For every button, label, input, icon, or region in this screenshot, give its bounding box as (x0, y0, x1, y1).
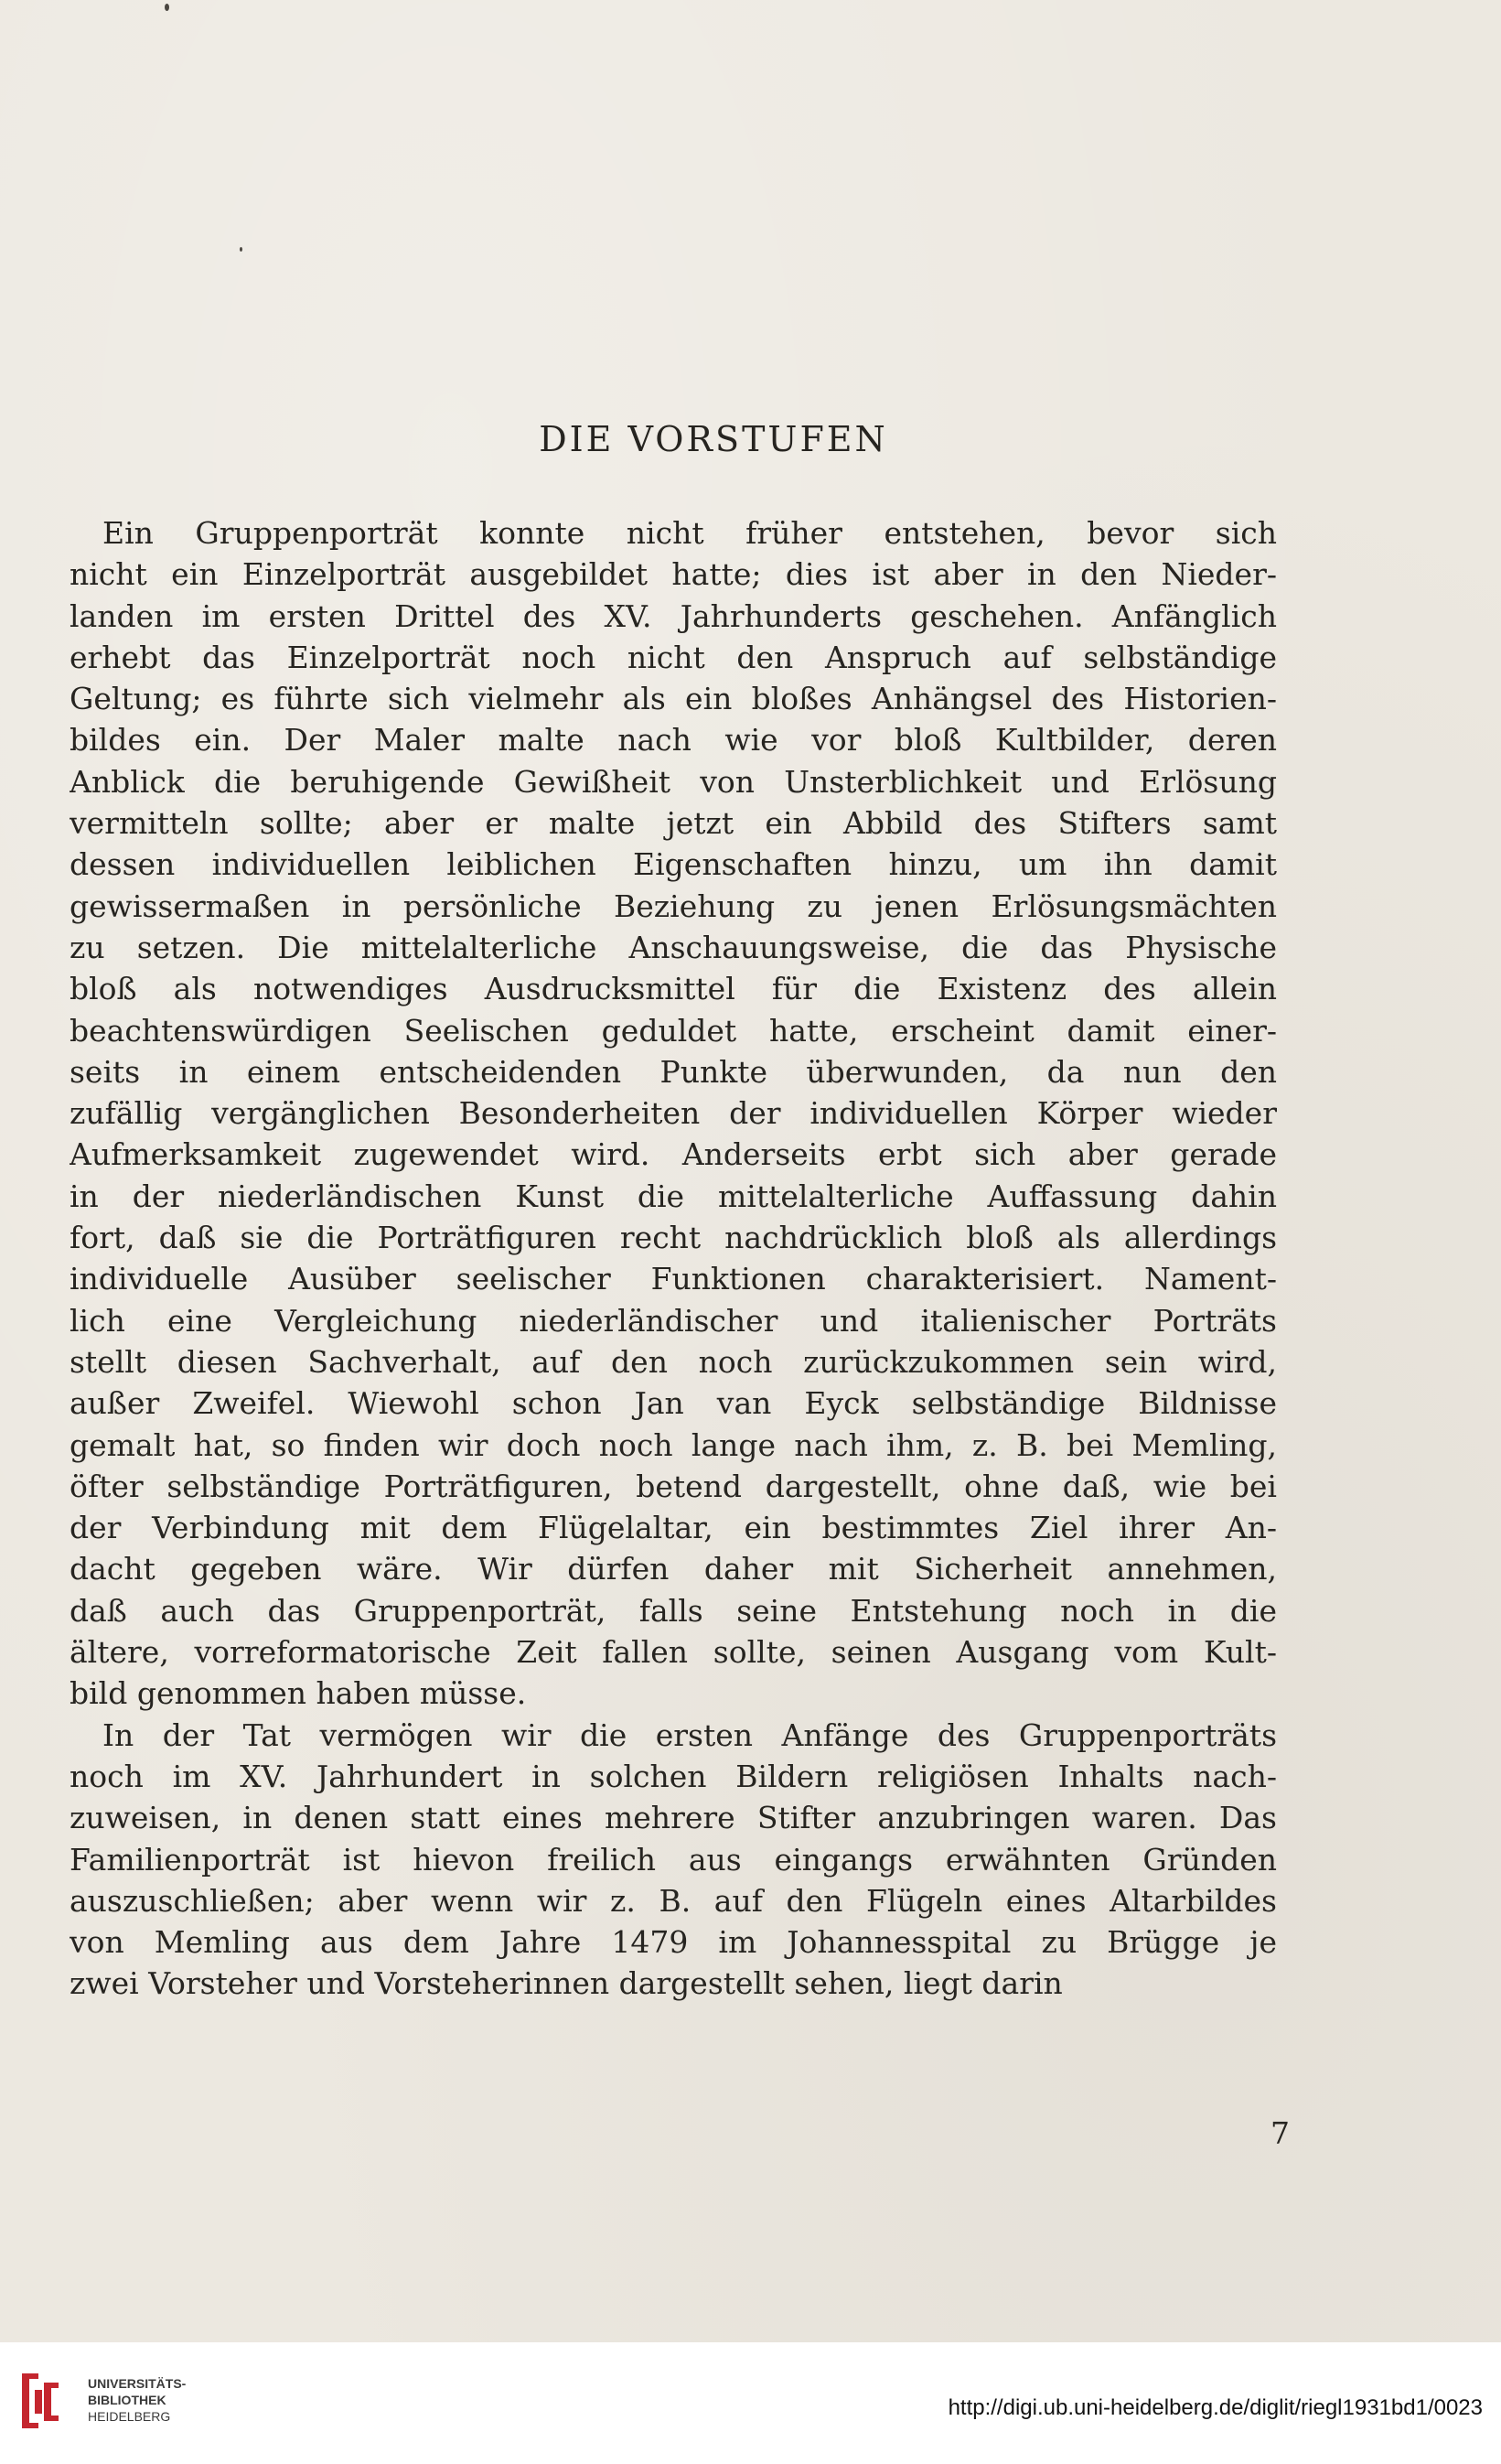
text-line: stellt diesen Sachverhalt, auf den noch zurückzukommen sein wird, (70, 1343, 1277, 1380)
text-line: beachtenswürdigen Seelischen geduldet hatte, erscheint damit einer- (70, 1012, 1277, 1049)
text-line: individuelle Ausüber seelischer Funktionen charakterisiert. Nament- (70, 1261, 1277, 1297)
text-line: fort, daß sie die Porträtfiguren recht nachdrücklich bloß als allerdings (70, 1220, 1277, 1256)
text-line: Anblick die beruhigende Gewißheit von Unsterblichkeit und Erlösung (70, 763, 1277, 800)
text-line: dessen individuellen leiblichen Eigenschaften hinzu, um ihn damit (70, 846, 1277, 883)
text-line: zwei Vorsteher und Vorsteherinnen dargestellt sehen, liegt darin (70, 1965, 1063, 2002)
heidelberg-library-logo-icon (16, 2370, 71, 2436)
library-name-line: HEIDELBERG (88, 2409, 171, 2424)
text-line: In der Tat vermögen wir die ersten Anfänge des Gruppenporträts (102, 1716, 1277, 1753)
text-line: gemalt hat, so finden wir doch noch lange nach ihm, z. B. bei Memling, (70, 1426, 1277, 1463)
text-line: auszuschließen; aber wenn wir z. B. auf den Flügeln eines Altarbildes (70, 1882, 1277, 1919)
library-name (88, 2375, 186, 2425)
text-line: nicht ein Einzelporträt ausgebildet hatte; dies ist aber in den Nieder- (70, 556, 1277, 593)
text-line: vermitteln sollte; aber er malte jetzt ein Abbild des Stifters samt (70, 805, 1277, 842)
chapter-title: DIE VORSTUFEN (539, 419, 888, 459)
text-line: bildes ein. Der Maler malte nach wie vor bloß Kultbilder, deren (70, 722, 1277, 759)
text-line: Ein Gruppenporträt konnte nicht früher entstehen, bevor sich (102, 515, 1277, 551)
body-text (70, 512, 1277, 2005)
text-line: der Verbindung mit dem Flügelaltar, ein bestimmtes Ziel ihrer An- (70, 1510, 1277, 1546)
paper-speck (240, 247, 242, 252)
viewer-footer (0, 2342, 1501, 2464)
text-line: landen im ersten Drittel des XV. Jahrhunderts geschehen. Anfänglich (70, 597, 1277, 634)
text-line: seits in einem entscheidenden Punkte überwunden, da nun den (70, 1053, 1277, 1090)
library-name-line: BIBLIOTHEK (88, 2393, 166, 2407)
text-line: zu setzen. Die mittelalterliche Anschauungsweise, die das Physische (70, 929, 1277, 965)
text-line: erhebt das Einzelporträt noch nicht den Anspruch auf selbständige (70, 639, 1277, 675)
text-line: noch im XV. Jahrhundert in solchen Bildern religiösen Inhalts nach- (70, 1758, 1277, 1794)
text-line: zuweisen, in denen statt eines mehrere Stifter anzubringen waren. Das (70, 1800, 1277, 1836)
text-line: ältere, vorreformatorische Zeit fallen sollte, seinen Ausgang vom Kult- (70, 1634, 1277, 1671)
text-line: gewissermaßen in persönliche Beziehung zu jenen Erlösungsmächten (70, 888, 1277, 924)
text-line: Aufmerksamkeit zugewendet wird. Anderseits erbt sich aber gerade (70, 1136, 1277, 1173)
text-line: öfter selbständige Porträtfiguren, betend dargestellt, ohne daß, wie bei (70, 1468, 1277, 1504)
text-line: lich eine Vergleichung niederländischer und italienischer Porträts (70, 1302, 1277, 1339)
text-line: Geltung; es führte sich vielmehr als ein bloßes Anhängsel des Historien- (70, 681, 1277, 717)
paper-speck (165, 4, 169, 11)
library-name-line: UNIVERSITÄTS- (88, 2376, 187, 2391)
text-line: daß auch das Gruppenporträt, falls seine Entstehung noch in die (70, 1592, 1277, 1629)
text-line: bild genommen haben müsse. (70, 1675, 527, 1712)
text-line: zufällig vergänglichen Besonderheiten der individuellen Körper wieder (70, 1095, 1277, 1132)
permalink-url[interactable]: http://digi.ub.uni-heidelberg.de/diglit/riegl1931bd1/0023 (948, 2395, 1483, 2420)
text-line: von Memling aus dem Jahre 1479 im Johannesspital zu Brügge je (70, 1924, 1277, 1961)
text-line: bloß als notwendiges Ausdrucksmittel für die Existenz des allein (70, 971, 1277, 1007)
text-line: Familienporträt ist hievon freilich aus eingangs erwähnten Gründen (70, 1841, 1277, 1878)
text-line: in der niederländischen Kunst die mittelalterliche Auffassung dahin (70, 1178, 1277, 1214)
text-line: außer Zweifel. Wiewohl schon Jan van Eyck selbständige Bildnisse (70, 1385, 1277, 1422)
page-number: 7 (1270, 2115, 1290, 2151)
text-line: dacht gegeben wäre. Wir dürfen daher mit Sicherheit annehmen, (70, 1551, 1277, 1587)
